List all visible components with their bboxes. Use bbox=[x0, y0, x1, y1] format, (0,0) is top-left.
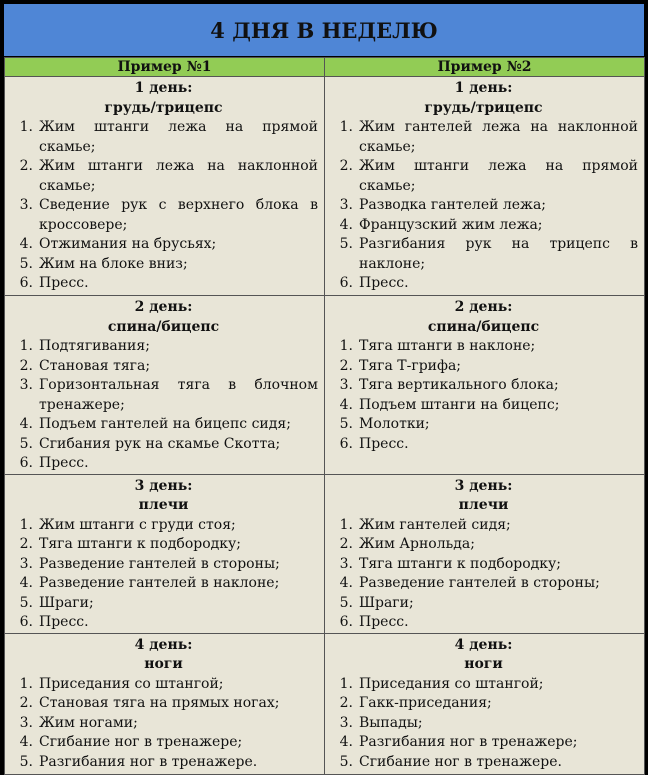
day-cell-example-2 bbox=[325, 77, 645, 296]
exercise-text: Тяга штанги в наклоне; bbox=[359, 338, 536, 354]
list-item-number: 2. bbox=[19, 695, 33, 711]
list-item-number: 5. bbox=[19, 435, 33, 452]
list-item bbox=[9, 357, 318, 377]
list-item-number: 5. bbox=[339, 753, 353, 770]
exercise-text: Жим штанги лежа на наклонной скамье; bbox=[39, 158, 318, 194]
exercise-text: Разведение гантелей в стороны; bbox=[39, 555, 280, 572]
exercise-text: Становая тяга на прямых ногах; bbox=[39, 695, 280, 711]
muscle-group-label: ноги bbox=[464, 656, 503, 672]
list-item-number: 2. bbox=[339, 158, 353, 174]
list-item bbox=[9, 555, 318, 575]
exercise-text: Гакк-приседания; bbox=[359, 695, 492, 711]
day-label: 2 день: bbox=[134, 299, 193, 315]
exercise-list bbox=[9, 337, 318, 474]
list-item bbox=[9, 675, 318, 695]
exercise-text: Приседания со штангой; bbox=[359, 675, 544, 692]
day-cell-example-2 bbox=[325, 474, 645, 633]
list-item-number: 6. bbox=[19, 455, 33, 471]
list-item-number: 1. bbox=[19, 516, 33, 533]
list-item bbox=[329, 337, 638, 357]
column-header-example-2: Пример №2 bbox=[325, 58, 645, 77]
list-item-number: 2. bbox=[339, 357, 353, 374]
list-item-number: 2. bbox=[339, 536, 353, 552]
exercise-text: Пресс. bbox=[359, 435, 409, 452]
list-item bbox=[9, 157, 318, 196]
exercise-text: Жим штанги лежа на прямой скамье; bbox=[359, 158, 638, 194]
list-item bbox=[329, 555, 638, 575]
exercise-text: Подъем гантелей на бицепс сидя; bbox=[39, 416, 291, 432]
workout-table bbox=[4, 57, 645, 775]
list-item-number: 6. bbox=[339, 614, 353, 630]
day-cell-example-1 bbox=[5, 474, 325, 633]
table-row bbox=[5, 474, 645, 633]
table-row bbox=[5, 633, 645, 774]
list-item bbox=[9, 613, 318, 633]
list-item-number: 2. bbox=[19, 357, 33, 374]
exercise-list bbox=[329, 516, 638, 633]
exercise-text: Жим ногами; bbox=[39, 714, 138, 731]
list-item-number: 6. bbox=[19, 614, 33, 630]
day-label: 4 день: bbox=[134, 636, 193, 653]
list-item bbox=[329, 357, 638, 377]
exercise-text: Выпады; bbox=[359, 714, 423, 731]
exercise-text: Разгибания ног в тренажере. bbox=[39, 753, 258, 770]
list-item bbox=[329, 675, 638, 695]
list-item-number: 4. bbox=[339, 396, 353, 413]
list-item bbox=[329, 594, 638, 614]
list-item-number: 3. bbox=[19, 555, 33, 572]
list-item-number: 5. bbox=[339, 236, 353, 252]
list-item-number: 1. bbox=[19, 119, 33, 135]
exercise-text: Жим гантелей сидя; bbox=[359, 516, 511, 533]
list-item bbox=[329, 274, 638, 294]
exercise-list bbox=[329, 337, 638, 454]
list-item-number: 3. bbox=[19, 377, 33, 393]
day-label: 2 день: bbox=[454, 299, 513, 315]
list-item-number: 5. bbox=[19, 594, 33, 611]
day-label: 3 день: bbox=[454, 477, 513, 494]
list-item bbox=[9, 337, 318, 357]
day-label: 4 день: bbox=[454, 636, 513, 653]
list-item bbox=[329, 574, 638, 594]
exercise-text: Жим гантелей лежа на наклонной скамье; bbox=[359, 119, 638, 155]
list-item-number: 1. bbox=[339, 516, 353, 533]
list-item bbox=[9, 274, 318, 294]
exercise-text: Молотки; bbox=[359, 416, 430, 432]
list-item bbox=[329, 118, 638, 157]
exercise-text: Разведение гантелей в стороны; bbox=[359, 575, 600, 591]
list-item bbox=[9, 435, 318, 455]
day-label: 1 день: bbox=[454, 80, 513, 96]
exercise-text: Отжимания на брусьях; bbox=[39, 236, 217, 252]
list-item bbox=[9, 415, 318, 435]
list-item bbox=[9, 516, 318, 536]
day-cell-example-1 bbox=[5, 296, 325, 475]
exercise-list bbox=[329, 675, 638, 773]
list-item bbox=[329, 396, 638, 416]
list-item bbox=[9, 235, 318, 255]
exercise-text: Сгибание ног в тренажере. bbox=[359, 753, 562, 770]
muscle-group-label: грудь/трицепс bbox=[104, 99, 223, 116]
list-item bbox=[329, 435, 638, 455]
list-item bbox=[329, 157, 638, 196]
list-item-number: 1. bbox=[19, 338, 33, 354]
day-label: 3 день: bbox=[134, 477, 193, 494]
exercise-text: Пресс. bbox=[39, 275, 89, 291]
exercise-text: Сгибания рук на скамье Скотта; bbox=[39, 435, 281, 452]
list-item-number: 3. bbox=[339, 377, 353, 393]
day-cell-example-1 bbox=[5, 77, 325, 296]
day-cell-example-2 bbox=[325, 296, 645, 475]
table-body bbox=[5, 77, 645, 775]
list-item-number: 4. bbox=[19, 575, 33, 591]
muscle-group-label: спина/бицепс bbox=[427, 318, 540, 335]
list-item-number: 5. bbox=[19, 753, 33, 770]
muscle-group-label: грудь/трицепс bbox=[424, 99, 543, 116]
exercise-text: Пресс. bbox=[359, 614, 409, 630]
list-item bbox=[9, 574, 318, 594]
list-item-number: 2. bbox=[19, 158, 33, 174]
table-header-row bbox=[5, 58, 645, 77]
day-cell-example-1 bbox=[5, 633, 325, 774]
list-item bbox=[9, 376, 318, 415]
list-item bbox=[9, 535, 318, 555]
table-row bbox=[5, 77, 645, 296]
muscle-group-label: спина/бицепс bbox=[107, 318, 220, 335]
list-item bbox=[329, 376, 638, 396]
list-item-number: 1. bbox=[339, 675, 353, 692]
list-item-number: 4. bbox=[19, 416, 33, 432]
exercise-text: Разведение гантелей в наклоне; bbox=[39, 575, 280, 591]
exercise-text: Пресс. bbox=[39, 455, 89, 471]
list-item-number: 3. bbox=[339, 714, 353, 731]
list-item-number: 4. bbox=[339, 734, 353, 750]
list-item bbox=[9, 118, 318, 157]
exercise-text: Подтягивания; bbox=[39, 338, 150, 354]
list-item bbox=[9, 694, 318, 714]
list-item bbox=[329, 714, 638, 734]
table-row bbox=[5, 296, 645, 475]
exercise-text: Горизонтальная тяга в блочном тренажере; bbox=[39, 377, 318, 413]
exercise-text: Жим Арнольда; bbox=[359, 536, 475, 552]
page-title: 4 ДНЯ В НЕДЕЛЮ bbox=[4, 4, 644, 56]
list-item bbox=[329, 733, 638, 753]
exercise-text: Тяга штанги к подбородку; bbox=[359, 555, 562, 572]
list-item bbox=[9, 753, 318, 773]
exercise-text: Жим на блоке вниз; bbox=[39, 255, 188, 272]
list-item-number: 5. bbox=[339, 416, 353, 432]
list-item bbox=[329, 196, 638, 216]
list-item-number: 3. bbox=[339, 555, 353, 572]
list-item-number: 3. bbox=[339, 197, 353, 213]
exercise-text: Тяга штанги к подбородку; bbox=[39, 536, 242, 552]
exercise-text: Разгибания ног в тренажере; bbox=[359, 734, 578, 750]
list-item-number: 4. bbox=[19, 236, 33, 252]
exercise-text: Тяга вертикального блока; bbox=[359, 377, 559, 393]
list-item-number: 5. bbox=[19, 255, 33, 272]
exercise-text: Тяга Т-грифа; bbox=[359, 357, 462, 374]
list-item bbox=[9, 196, 318, 235]
list-item-number: 3. bbox=[19, 197, 33, 213]
list-item-number: 6. bbox=[339, 275, 353, 291]
list-item-number: 1. bbox=[19, 675, 33, 692]
list-item-number: 3. bbox=[19, 714, 33, 731]
list-item-number: 1. bbox=[339, 338, 353, 354]
list-item bbox=[329, 216, 638, 236]
exercise-text: Жим штанги с груди стоя; bbox=[39, 516, 236, 533]
day-label: 1 день: bbox=[134, 80, 193, 96]
list-item bbox=[329, 694, 638, 714]
list-item bbox=[329, 535, 638, 555]
exercise-list bbox=[329, 118, 638, 294]
exercise-list bbox=[9, 675, 318, 773]
list-item bbox=[9, 594, 318, 614]
list-item bbox=[329, 235, 638, 274]
list-item-number: 6. bbox=[339, 435, 353, 452]
exercise-text: Становая тяга; bbox=[39, 357, 151, 374]
exercise-list bbox=[9, 118, 318, 294]
muscle-group-label: ноги bbox=[144, 656, 183, 672]
column-header-example-1: Пример №1 bbox=[5, 58, 325, 77]
list-item bbox=[329, 516, 638, 536]
list-item bbox=[329, 613, 638, 633]
exercise-text: Разводка гантелей лежа; bbox=[359, 197, 547, 213]
list-item bbox=[9, 454, 318, 474]
day-cell-example-2 bbox=[325, 633, 645, 774]
list-item-number: 4. bbox=[339, 216, 353, 233]
list-item-number: 2. bbox=[19, 536, 33, 552]
list-item-number: 2. bbox=[339, 695, 353, 711]
exercise-text: Пресс. bbox=[359, 275, 409, 291]
list-item bbox=[329, 415, 638, 435]
exercise-text: Разгибания рук на трицепс в наклоне; bbox=[359, 236, 638, 272]
list-item-number: 6. bbox=[19, 275, 33, 291]
exercise-text: Жим штанги лежа на прямой скамье; bbox=[39, 119, 318, 155]
list-item bbox=[329, 753, 638, 773]
exercise-text: Французский жим лежа; bbox=[359, 216, 543, 233]
list-item bbox=[9, 255, 318, 275]
exercise-list bbox=[9, 516, 318, 633]
list-item bbox=[9, 733, 318, 753]
list-item-number: 4. bbox=[19, 734, 33, 750]
muscle-group-label: плечи bbox=[138, 497, 189, 513]
muscle-group-label: плечи bbox=[458, 497, 509, 513]
list-item-number: 1. bbox=[339, 119, 353, 135]
list-item-number: 4. bbox=[339, 575, 353, 591]
exercise-text: Сведение рук с верхнего блока в кроссовере; bbox=[39, 197, 318, 233]
exercise-text: Сгибание ног в тренажере; bbox=[39, 734, 243, 750]
exercise-text: Пресс. bbox=[39, 614, 89, 630]
exercise-text: Приседания со штангой; bbox=[39, 675, 224, 692]
list-item-number: 5. bbox=[339, 594, 353, 611]
exercise-text: Подъем штанги на бицепс; bbox=[359, 396, 560, 413]
exercise-text: Шраги; bbox=[39, 594, 94, 611]
list-item bbox=[9, 714, 318, 734]
exercise-text: Шраги; bbox=[359, 594, 414, 611]
